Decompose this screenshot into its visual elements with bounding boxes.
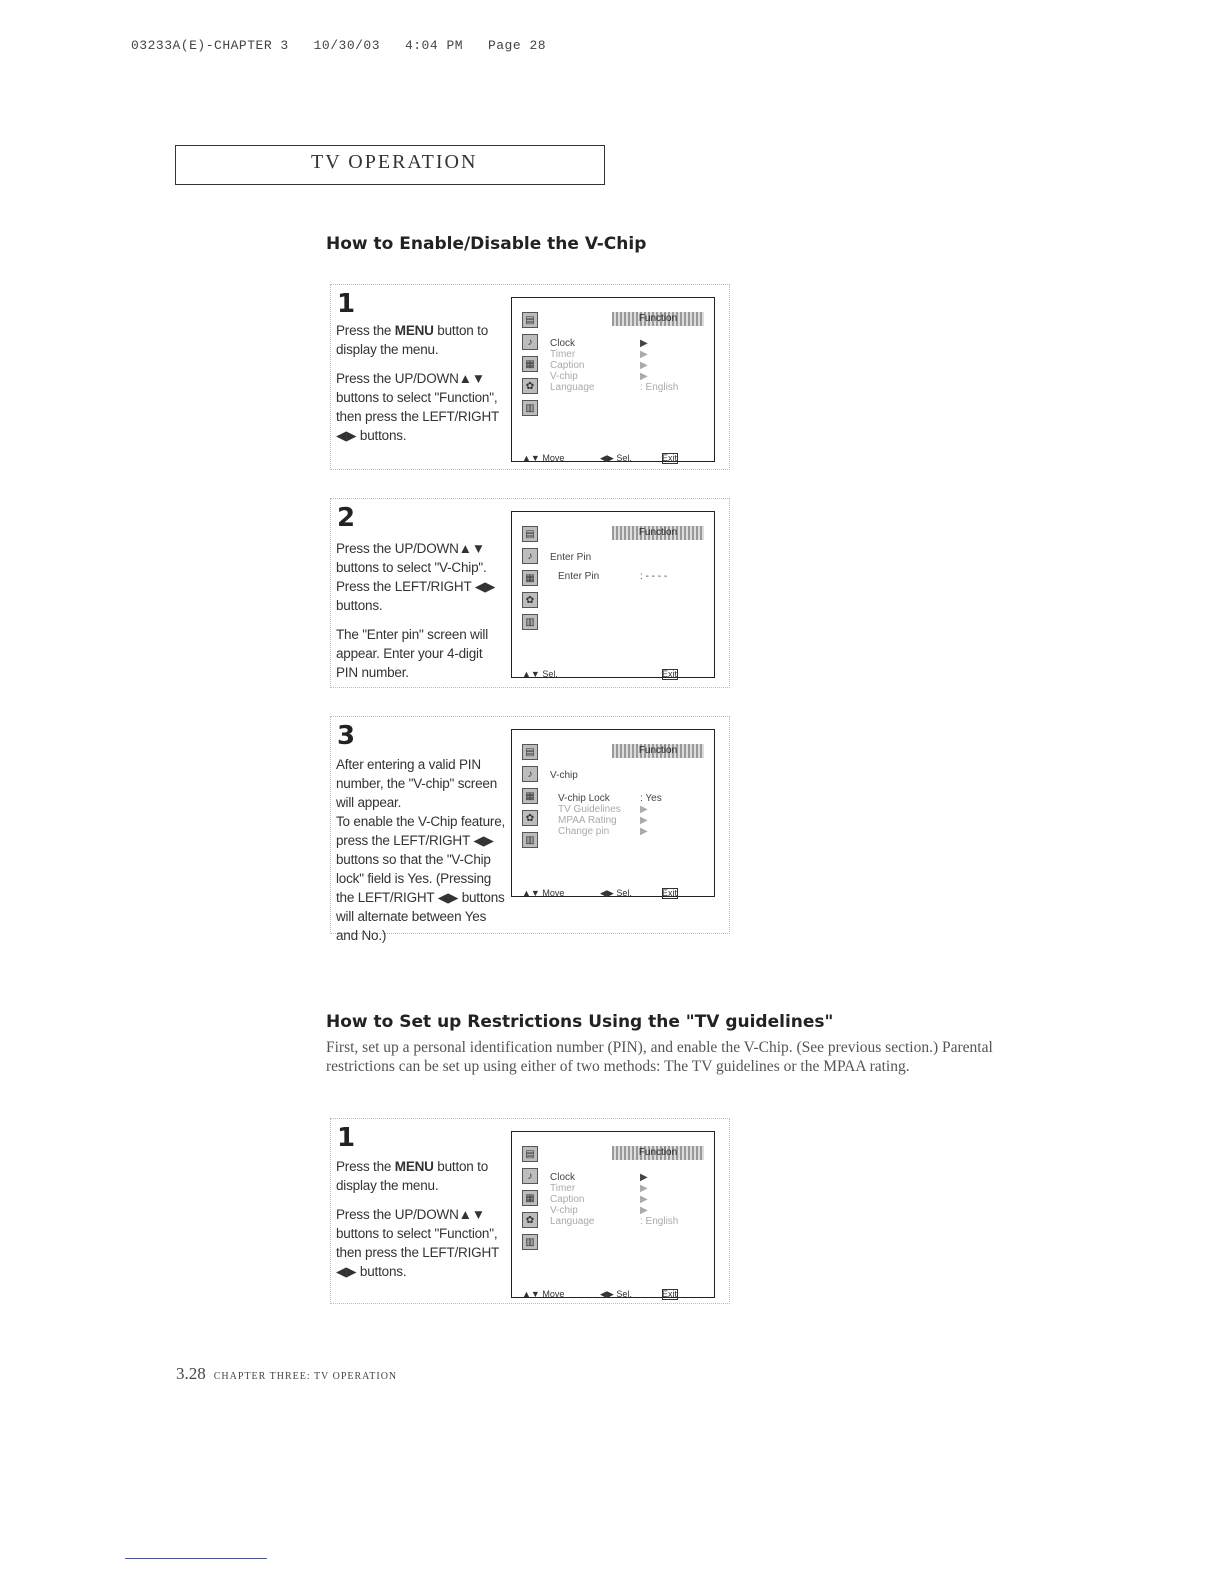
step-instructions: Press the MENU button to display the menu. Press the UP/DOWN▲▼ buttons to select "Function", then press the LEFT/RIGHT ◀▶ buttons. xyxy=(336,323,499,443)
menu-icon-column xyxy=(522,744,540,854)
input-icon: ▥ xyxy=(522,400,538,416)
channel-icon: ▦ xyxy=(522,788,538,804)
intro-paragraph: First, set up a personal identification number (PIN), and enable the V-Chip. (See previous section.) Parental restrictions can be set up using either of two methods: The TV guidelines or the MPAA rating. xyxy=(326,1039,993,1075)
menu-row-language: Language : English xyxy=(550,1216,679,1227)
step-instructions: Press the UP/DOWN▲▼ buttons to select "V-Chip". Press the LEFT/RIGHT ◀▶ buttons. The "Enter pin" screen will appear. Enter your 4-digit PIN number. xyxy=(336,541,496,680)
menu-title: Function xyxy=(612,312,704,326)
step-2-panel xyxy=(330,498,730,688)
move-hint: ▲▼ Move xyxy=(522,888,565,898)
screen-heading: V-chip xyxy=(550,770,578,781)
tv-guidelines-row: TV Guidelines ▶ xyxy=(558,804,648,815)
channel-icon: ▦ xyxy=(522,1190,538,1206)
heading-enable-vchip: How to Enable/Disable the V-Chip xyxy=(326,234,647,254)
menu-title: Function xyxy=(612,744,704,758)
menu-row-clock: Clock ▶ xyxy=(550,338,648,349)
picture-icon: ▤ xyxy=(522,312,538,328)
guidelines-step-1-panel xyxy=(330,1118,730,1304)
setup-icon: ✿ xyxy=(522,592,538,608)
menu-row-vchip: V-chip ▶ xyxy=(550,371,648,382)
page-footer xyxy=(176,1364,397,1384)
heading-tv-guidelines: How to Set up Restrictions Using the "TV guidelines" xyxy=(326,1012,834,1032)
step-number: 2 xyxy=(337,503,356,533)
menu-title: Function xyxy=(612,1146,704,1160)
channel-icon: ▦ xyxy=(522,570,538,586)
menu-row-caption: Caption ▶ xyxy=(550,360,648,371)
menu-row-vchip: V-chip ▶ xyxy=(550,1205,648,1216)
step-number: 1 xyxy=(337,289,356,319)
picture-icon: ▤ xyxy=(522,744,538,760)
change-pin-row: Change pin ▶ xyxy=(558,826,648,837)
menu-icon-column xyxy=(522,1146,540,1256)
setup-icon: ✿ xyxy=(522,378,538,394)
picture-icon: ▤ xyxy=(522,526,538,542)
picture-icon: ▤ xyxy=(522,1146,538,1162)
sound-icon: ♪ xyxy=(522,1168,538,1184)
select-hint: ▲▼ Sel. xyxy=(522,669,558,679)
sound-icon: ♪ xyxy=(522,548,538,564)
menu-row-timer: Timer ▶ xyxy=(550,1183,648,1194)
channel-icon: ▦ xyxy=(522,356,538,372)
move-hint: ▲▼ Move xyxy=(522,453,565,463)
step-3-panel xyxy=(330,716,730,943)
tv-menu-screen: ▤ ♪ ▦ ✿ ▥ Function Clock ▶ Timer ▶ Caption ▶ V-chip ▶ Language : English ▲▼ Move ◀▶ Sel. Exit xyxy=(511,297,715,462)
input-icon: ▥ xyxy=(522,1234,538,1250)
menu-title: Function xyxy=(612,526,704,540)
input-icon: ▥ xyxy=(522,614,538,630)
select-hint: ◀▶ Sel. xyxy=(600,1289,632,1299)
step-number: 1 xyxy=(337,1123,356,1153)
chapter-label: CHAPTER THREE: TV OPERATION xyxy=(213,1371,398,1382)
select-hint: ◀▶ Sel. xyxy=(600,453,632,463)
setup-icon: ✿ xyxy=(522,1212,538,1228)
menu-row-timer: Timer ▶ xyxy=(550,349,648,360)
tv-vchip-screen: ▤ ♪ ▦ ✿ ▥ Function V-chip V-chip Lock : Yes TV Guidelines ▶ MPAA Rating ▶ Change pin ▶ ▲▼ Move ◀▶ Sel. Exit xyxy=(511,729,715,897)
screen-heading: Enter Pin xyxy=(550,552,592,563)
step-instructions: After entering a valid PIN number, the "V-chip" screen will appear. To enable the V-Chip feature, press the LEFT/RIGHT ◀▶ buttons so that the "V-Chip lock" field is Yes. (Pressing the LEFT/RIGHT ◀▶ buttons will alternate between Yes and No.) xyxy=(336,757,506,943)
select-hint: ◀▶ Sel. xyxy=(600,888,632,898)
setup-icon: ✿ xyxy=(522,810,538,826)
menu-row-clock: Clock ▶ xyxy=(550,1172,648,1183)
step-number: 3 xyxy=(337,721,356,751)
vchip-lock-row: V-chip Lock : Yes xyxy=(558,793,662,804)
menu-row-caption: Caption ▶ xyxy=(550,1194,648,1205)
print-header: 03233A(E)-CHAPTER 3 10/30/03 4:04 PM Page 28 xyxy=(131,38,547,53)
tv-menu-screen: ▤ ♪ ▦ ✿ ▥ Function Clock ▶ Timer ▶ Caption ▶ V-chip ▶ Language : English ▲▼ Move ◀▶ Sel. Exit xyxy=(511,1131,715,1298)
step-1-panel xyxy=(330,284,730,470)
sound-icon: ♪ xyxy=(522,766,538,782)
section-title: TV OPERATION xyxy=(311,151,478,173)
menu-icon-column xyxy=(522,526,540,636)
sound-icon: ♪ xyxy=(522,334,538,350)
step-instructions: Press the MENU button to display the menu. Press the UP/DOWN▲▼ buttons to select "Function", then press the LEFT/RIGHT ◀▶ buttons. xyxy=(336,1159,499,1279)
mpaa-rating-row: MPAA Rating ▶ xyxy=(558,815,648,826)
bottom-rule xyxy=(125,1558,267,1559)
page-number: 3.28 xyxy=(176,1364,206,1383)
input-icon: ▥ xyxy=(522,832,538,848)
menu-icon-column xyxy=(522,312,540,422)
section-title-box xyxy=(175,145,605,185)
pin-field: Enter Pin : - - - - xyxy=(558,571,668,582)
move-hint: ▲▼ Move xyxy=(522,1289,565,1299)
menu-row-language: Language : English xyxy=(550,382,679,393)
tv-enter-pin-screen: ▤ ♪ ▦ ✿ ▥ Function Enter Pin Enter Pin : - - - - ▲▼ Sel. Exit xyxy=(511,511,715,678)
